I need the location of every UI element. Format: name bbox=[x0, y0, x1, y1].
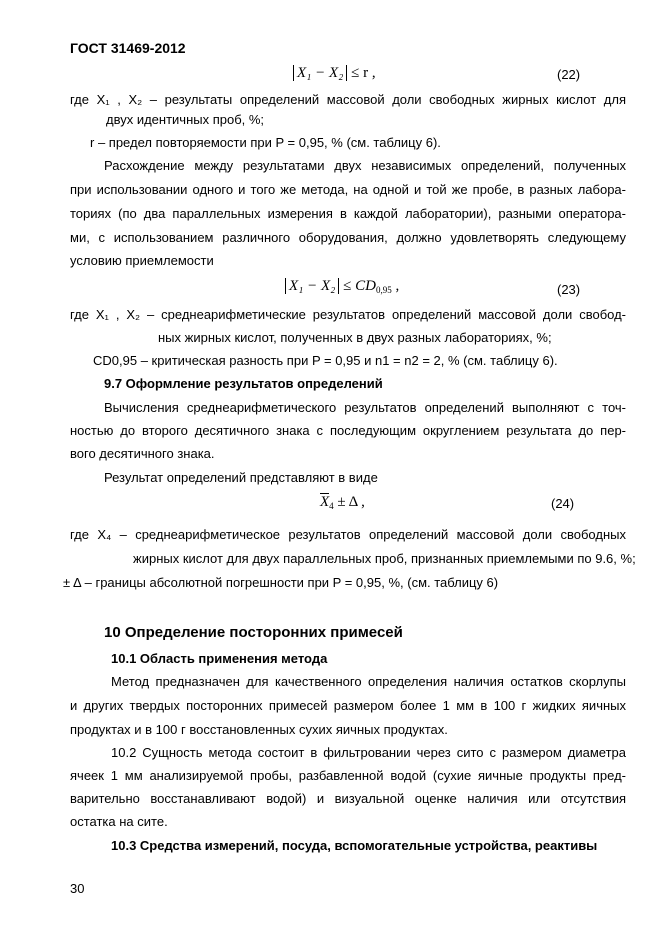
heading-10: 10 Определение посторонних примесей bbox=[104, 624, 403, 641]
p-calc-line-3: вого десятичного знака. bbox=[70, 446, 215, 461]
p-10-2-line-1: 10.2 Сущность метода состоит в фильтровании через сито с размером диаметра bbox=[111, 745, 626, 760]
equation-24 bbox=[320, 493, 365, 514]
eq22-number: (22) bbox=[557, 67, 581, 82]
p-x12-cont: двух идентичных проб, %; bbox=[106, 112, 265, 127]
p-discrepancy-line-5: условию приемлемости bbox=[70, 253, 214, 268]
page-number: 30 bbox=[70, 881, 85, 896]
heading-9-7: 9.7 Оформление результатов определений bbox=[104, 376, 383, 391]
equation-23 bbox=[285, 278, 399, 298]
p-x4-cont: жирных кислот для двух параллельных проб, признанных приемлемыми по 9.6, %; bbox=[133, 551, 636, 566]
p-mean-cont: ных жирных кислот, полученных в двух разных лабораториях, %; bbox=[158, 330, 552, 345]
eq23-rel: ≤ CD bbox=[343, 278, 376, 294]
p-x12-where: где X₁ , X₂ – результаты определений массовой доли свободных жирных кислот для bbox=[70, 92, 626, 107]
p-x4-where: где X₄ – среднеарифметическое результатов определений массовой доли свободных bbox=[70, 527, 626, 542]
eq24-sub: 4 bbox=[329, 501, 334, 511]
eq24-rest: ± Δ , bbox=[337, 494, 365, 510]
p-10-2-line-3: варительно восстанавливают водой) и визуальной оценке наличия или отсутствия bbox=[70, 791, 626, 806]
eq22-tail: , bbox=[371, 65, 376, 81]
p-calc-line-2: ностью до второго десятичного знака с последующим округлением результата до пер- bbox=[70, 423, 626, 438]
eq23-sub: 0,95 bbox=[375, 285, 392, 295]
p-10-2-line-4: остатка на сите. bbox=[70, 814, 168, 829]
p-10-1-line-2: и других твердых посторонних примесей размером более 1 мм в 100 г жидких яичных bbox=[70, 698, 626, 713]
p-discrepancy-line-2: при использовании одного и того же метода, на одной и той же пробе, в разных лабора- bbox=[70, 182, 626, 197]
eq23-number: (23) bbox=[557, 282, 581, 297]
eq24-base: X bbox=[320, 494, 330, 510]
standard-header: ГОСТ 31469-2012 bbox=[70, 40, 186, 56]
p-critical-difference: CD0,95 – критическая разность при P = 0,95 и n1 = n2 = 2, % (см. таблицу 6). bbox=[93, 353, 558, 368]
eq22-abs: X₁ − X₂ bbox=[293, 65, 347, 81]
eq24-number: (24) bbox=[551, 496, 575, 511]
p-discrepancy-line-3: ториях (по два параллельных измерения в каждой лаборатории), разными оператора- bbox=[70, 206, 626, 221]
p-repeatability-limit: r – предел повторяемости при P = 0,95, % (см. таблицу 6). bbox=[90, 135, 441, 150]
eq23-abs: X₁ − X₂ bbox=[285, 278, 339, 294]
eq22-rel: ≤ r bbox=[351, 65, 369, 81]
heading-10-3: 10.3 Средства измерений, посуда, вспомогательные устройства, реактивы bbox=[111, 838, 598, 853]
p-discrepancy-line-1: Расхождение между результатами двух независимых определений, полученных bbox=[104, 158, 626, 173]
p-calc-line-1: Вычисления среднеарифметического результатов определений выполняют с точ- bbox=[104, 400, 626, 415]
p-10-2-line-2: ячеек 1 мм анализируемой пробы, разбавленной водой (сухие яичные продукты пред- bbox=[70, 768, 626, 783]
p-10-1-line-3: продуктах и в 100 г восстановленных сухих яичных продуктах. bbox=[70, 722, 448, 737]
heading-10-1: 10.1 Область применения метода bbox=[111, 651, 328, 666]
p-delta: ± Δ – границы абсолютной погрешности при P = 0,95, %, (см. таблицу 6) bbox=[63, 575, 499, 590]
p-discrepancy-line-4: ми, с использованием различного оборудования, должно удовлетворять следующему bbox=[70, 230, 626, 245]
p-present: Результат определений представляют в виде bbox=[104, 470, 378, 485]
eq23-tail: , bbox=[395, 278, 400, 294]
p-10-1-line-1: Метод предназначен для качественного определения наличия остатков скорлупы bbox=[111, 674, 626, 689]
equation-22 bbox=[293, 65, 376, 81]
p-mean-where: где X₁ , X₂ – среднеарифметические результатов определений массовой доли свобод- bbox=[70, 307, 626, 322]
